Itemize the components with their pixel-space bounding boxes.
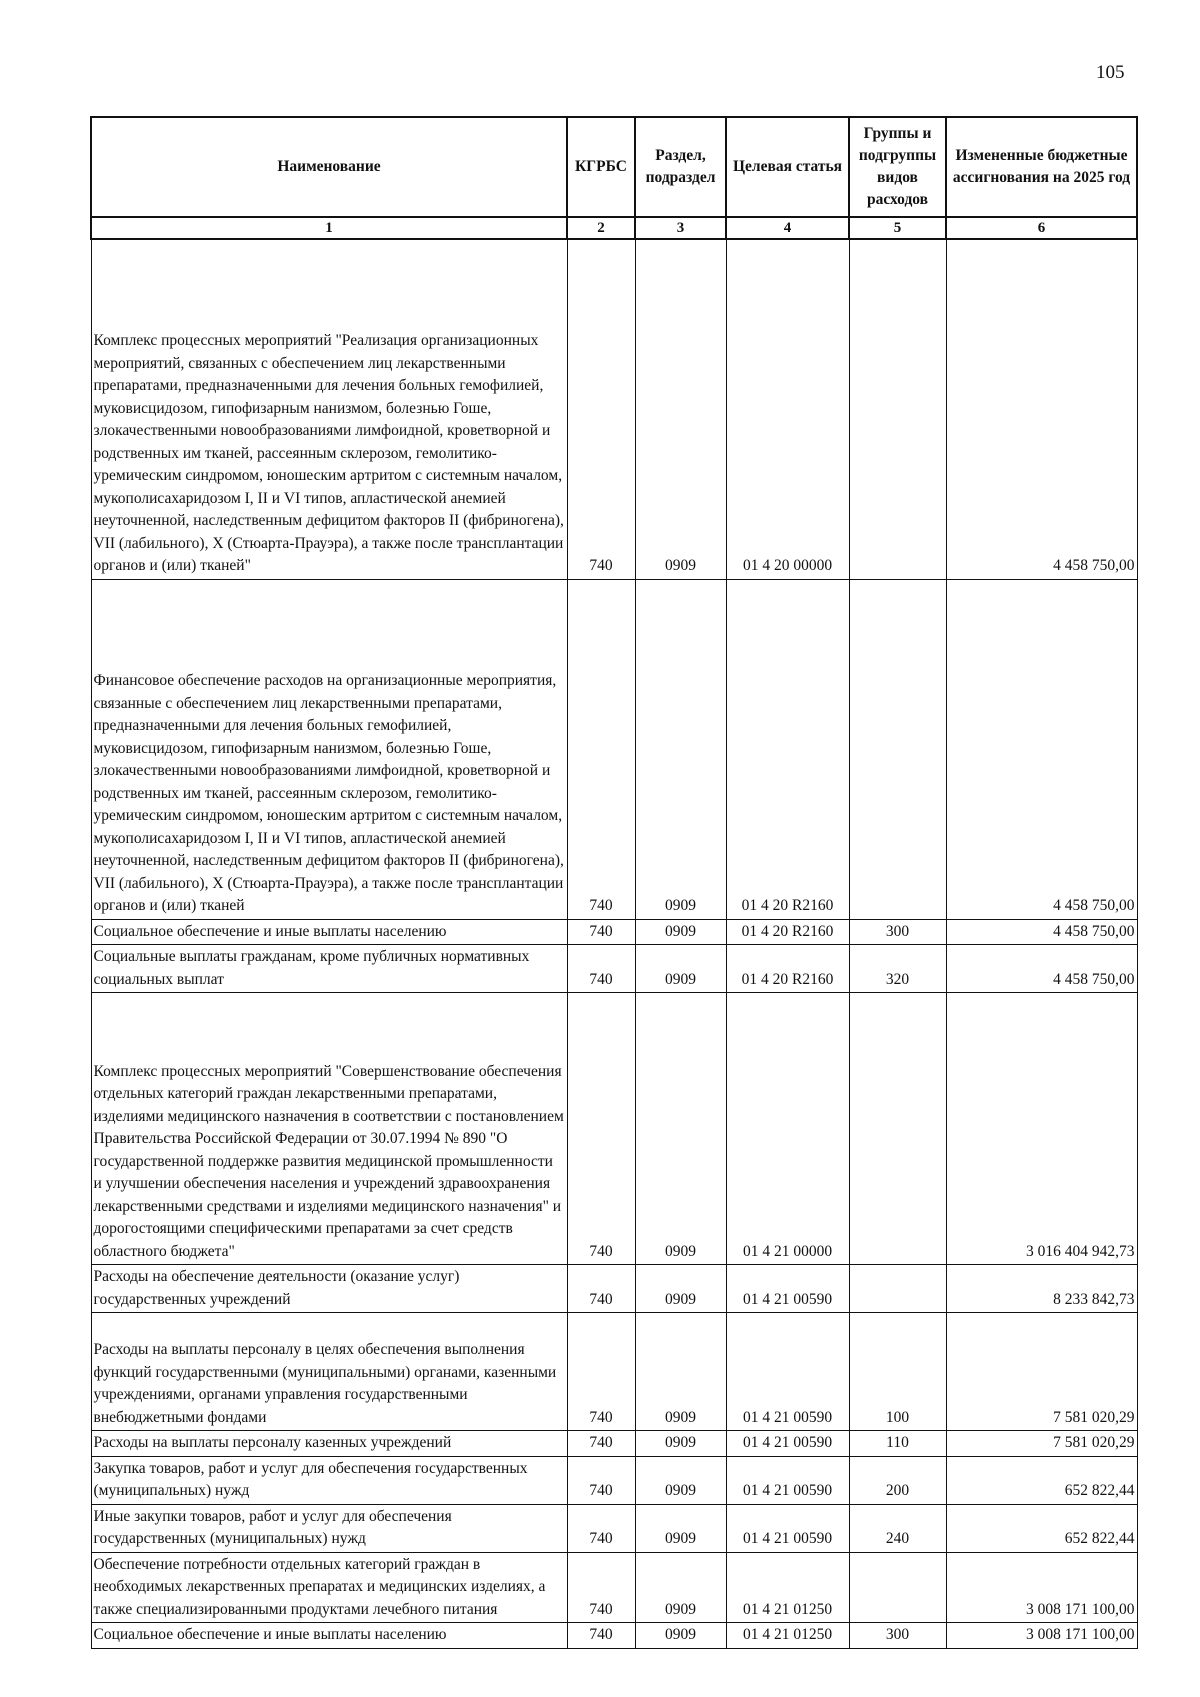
row-group — [849, 1552, 946, 1623]
row-name: Социальное обеспечение и иные выплаты населению — [91, 1623, 567, 1649]
column-number: 4 — [726, 217, 849, 239]
row-amount: 3 008 171 100,00 — [946, 1552, 1137, 1623]
row-target: 01 4 21 00590 — [726, 1431, 849, 1457]
header-kgrbs: КГРБС — [567, 117, 635, 217]
header-amount: Измененные бюджетные ассигнования на 2025 год — [946, 117, 1137, 217]
row-amount: 652 822,44 — [946, 1504, 1137, 1552]
row-kgrbs: 740 — [567, 945, 635, 993]
header-section: Раздел, подраздел — [635, 117, 726, 217]
row-section: 0909 — [635, 1431, 726, 1457]
row-amount: 8 233 842,73 — [946, 1265, 1137, 1313]
table-row — [91, 579, 1137, 919]
column-number: 6 — [946, 217, 1137, 239]
column-number: 3 — [635, 217, 726, 239]
row-amount: 4 458 750,00 — [946, 919, 1137, 945]
row-name: Иные закупки товаров, работ и услуг для обеспечения государственных (муниципальных) нужд — [91, 1504, 567, 1552]
row-kgrbs: 740 — [567, 579, 635, 919]
row-name: Расходы на выплаты персоналу в целях обеспечения выполнения функций государственными (муниципальными) органами, казенными учреждениями, органами управления государственными внебюджетными фондами — [91, 1313, 567, 1431]
row-kgrbs: 740 — [567, 1552, 635, 1623]
row-target: 01 4 20 R2160 — [726, 945, 849, 993]
row-name: Закупка товаров, работ и услуг для обеспечения государственных (муниципальных) нужд — [91, 1456, 567, 1504]
row-group — [849, 993, 946, 1265]
column-number-row — [91, 217, 1137, 239]
row-group: 240 — [849, 1504, 946, 1552]
row-group: 300 — [849, 919, 946, 945]
row-kgrbs: 740 — [567, 239, 635, 579]
table-row — [91, 1504, 1137, 1552]
row-kgrbs: 740 — [567, 919, 635, 945]
column-number: 1 — [91, 217, 567, 239]
table-row — [91, 1431, 1137, 1457]
row-kgrbs: 740 — [567, 1431, 635, 1457]
row-target: 01 4 21 00590 — [726, 1504, 849, 1552]
column-number: 5 — [849, 217, 946, 239]
row-target: 01 4 21 00590 — [726, 1265, 849, 1313]
row-kgrbs: 740 — [567, 993, 635, 1265]
row-name: Комплекс процессных мероприятий "Совершенствование обеспечения отдельных категорий граждан лекарственными препаратами, изделиями медицинского назначения в соответствии с постановлением Правительства Российской Федерации от 30.07.1994 № 890 "О государственной поддержке развития медицинской промышленности и улучшении обеспечения населения и учреждений здравоохранения лекарственными средствами и изделиями медицинского назначения" и дорогостоящими специфическими препаратами за счет средств областного бюджета" — [91, 993, 567, 1265]
row-group: 200 — [849, 1456, 946, 1504]
row-section: 0909 — [635, 1265, 726, 1313]
table-row — [91, 919, 1137, 945]
row-name: Социальные выплаты гражданам, кроме публичных нормативных социальных выплат — [91, 945, 567, 993]
row-group — [849, 239, 946, 579]
row-target: 01 4 21 00590 — [726, 1456, 849, 1504]
header-name: Наименование — [91, 117, 567, 217]
row-name: Расходы на обеспечение деятельности (оказание услуг) государственных учреждений — [91, 1265, 567, 1313]
row-name: Социальное обеспечение и иные выплаты населению — [91, 919, 567, 945]
row-amount: 3 008 171 100,00 — [946, 1623, 1137, 1649]
row-target: 01 4 21 01250 — [726, 1552, 849, 1623]
row-kgrbs: 740 — [567, 1623, 635, 1649]
row-amount: 3 016 404 942,73 — [946, 993, 1137, 1265]
table-row — [91, 1313, 1137, 1431]
row-kgrbs: 740 — [567, 1313, 635, 1431]
row-section: 0909 — [635, 1456, 726, 1504]
row-group — [849, 579, 946, 919]
page-number: 105 — [1096, 62, 1125, 83]
column-number: 2 — [567, 217, 635, 239]
table-row — [91, 1623, 1137, 1649]
row-name: Расходы на выплаты персоналу казенных учреждений — [91, 1431, 567, 1457]
table-row — [91, 1265, 1137, 1313]
row-section: 0909 — [635, 579, 726, 919]
row-section: 0909 — [635, 239, 726, 579]
row-group: 300 — [849, 1623, 946, 1649]
row-kgrbs: 740 — [567, 1265, 635, 1313]
table-row — [91, 1552, 1137, 1623]
row-kgrbs: 740 — [567, 1456, 635, 1504]
row-target: 01 4 21 00000 — [726, 993, 849, 1265]
row-name: Комплекс процессных мероприятий "Реализация организационных мероприятий, связанных с обеспечением лиц лекарственными препаратами, предназначенными для лечения больных гемофилией, муковисцидозом, гипофизарным нанизмом, болезнью Гоше, злокачественными новообразованиями лимфоидной, кроветворной и родственных им тканей, рассеянным склерозом, гемолитико-уремическим синдромом, юношеским артритом с системным началом, мукополисахаридозом I, II и VI типов, апластической анемией неуточненной, наследственным дефицитом факторов II (фибриногена), VII (лабильного), X (Стюарта-Прауэра), а также после трансплантации органов и (или) тканей" — [91, 239, 567, 579]
row-section: 0909 — [635, 1313, 726, 1431]
row-target: 01 4 21 00590 — [726, 1313, 849, 1431]
table-row — [91, 993, 1137, 1265]
budget-table — [90, 116, 1138, 1649]
row-section: 0909 — [635, 993, 726, 1265]
table-row — [91, 239, 1137, 579]
table-row — [91, 1456, 1137, 1504]
row-name: Финансовое обеспечение расходов на организационные мероприятия, связанные с обеспечением лиц лекарственными препаратами, предназначенными для лечения больных гемофилией, муковисцидозом, гипофизарным нанизмом, болезнью Гоше, злокачественными новообразованиями лимфоидной, кроветворной и родственных им тканей, рассеянным склерозом, гемолитико-уремическим синдромом, юношеским артритом с системным началом, мукополисахаридозом I, II и VI типов, апластической анемией неуточненной, наследственным дефицитом факторов II (фибриногена), VII (лабильного), X (Стюарта-Прауэра), а также после трансплантации органов и (или) тканей — [91, 579, 567, 919]
header-group: Группы и подгруппы видов расходов — [849, 117, 946, 217]
row-group: 110 — [849, 1431, 946, 1457]
row-amount: 4 458 750,00 — [946, 579, 1137, 919]
header-target: Целевая статья — [726, 117, 849, 217]
row-amount: 4 458 750,00 — [946, 239, 1137, 579]
row-amount: 7 581 020,29 — [946, 1313, 1137, 1431]
row-kgrbs: 740 — [567, 1504, 635, 1552]
row-section: 0909 — [635, 1623, 726, 1649]
row-amount: 4 458 750,00 — [946, 945, 1137, 993]
row-section: 0909 — [635, 919, 726, 945]
row-amount: 7 581 020,29 — [946, 1431, 1137, 1457]
row-target: 01 4 20 00000 — [726, 239, 849, 579]
row-section: 0909 — [635, 1504, 726, 1552]
table-row — [91, 945, 1137, 993]
row-group: 320 — [849, 945, 946, 993]
row-group: 100 — [849, 1313, 946, 1431]
header-row — [91, 117, 1137, 217]
row-group — [849, 1265, 946, 1313]
row-target: 01 4 20 R2160 — [726, 919, 849, 945]
row-section: 0909 — [635, 945, 726, 993]
row-target: 01 4 20 R2160 — [726, 579, 849, 919]
row-section: 0909 — [635, 1552, 726, 1623]
row-name: Обеспечение потребности отдельных категорий граждан в необходимых лекарственных препаратах и медицинских изделиях, а также специализированными продуктами лечебного питания — [91, 1552, 567, 1623]
row-amount: 652 822,44 — [946, 1456, 1137, 1504]
row-target: 01 4 21 01250 — [726, 1623, 849, 1649]
